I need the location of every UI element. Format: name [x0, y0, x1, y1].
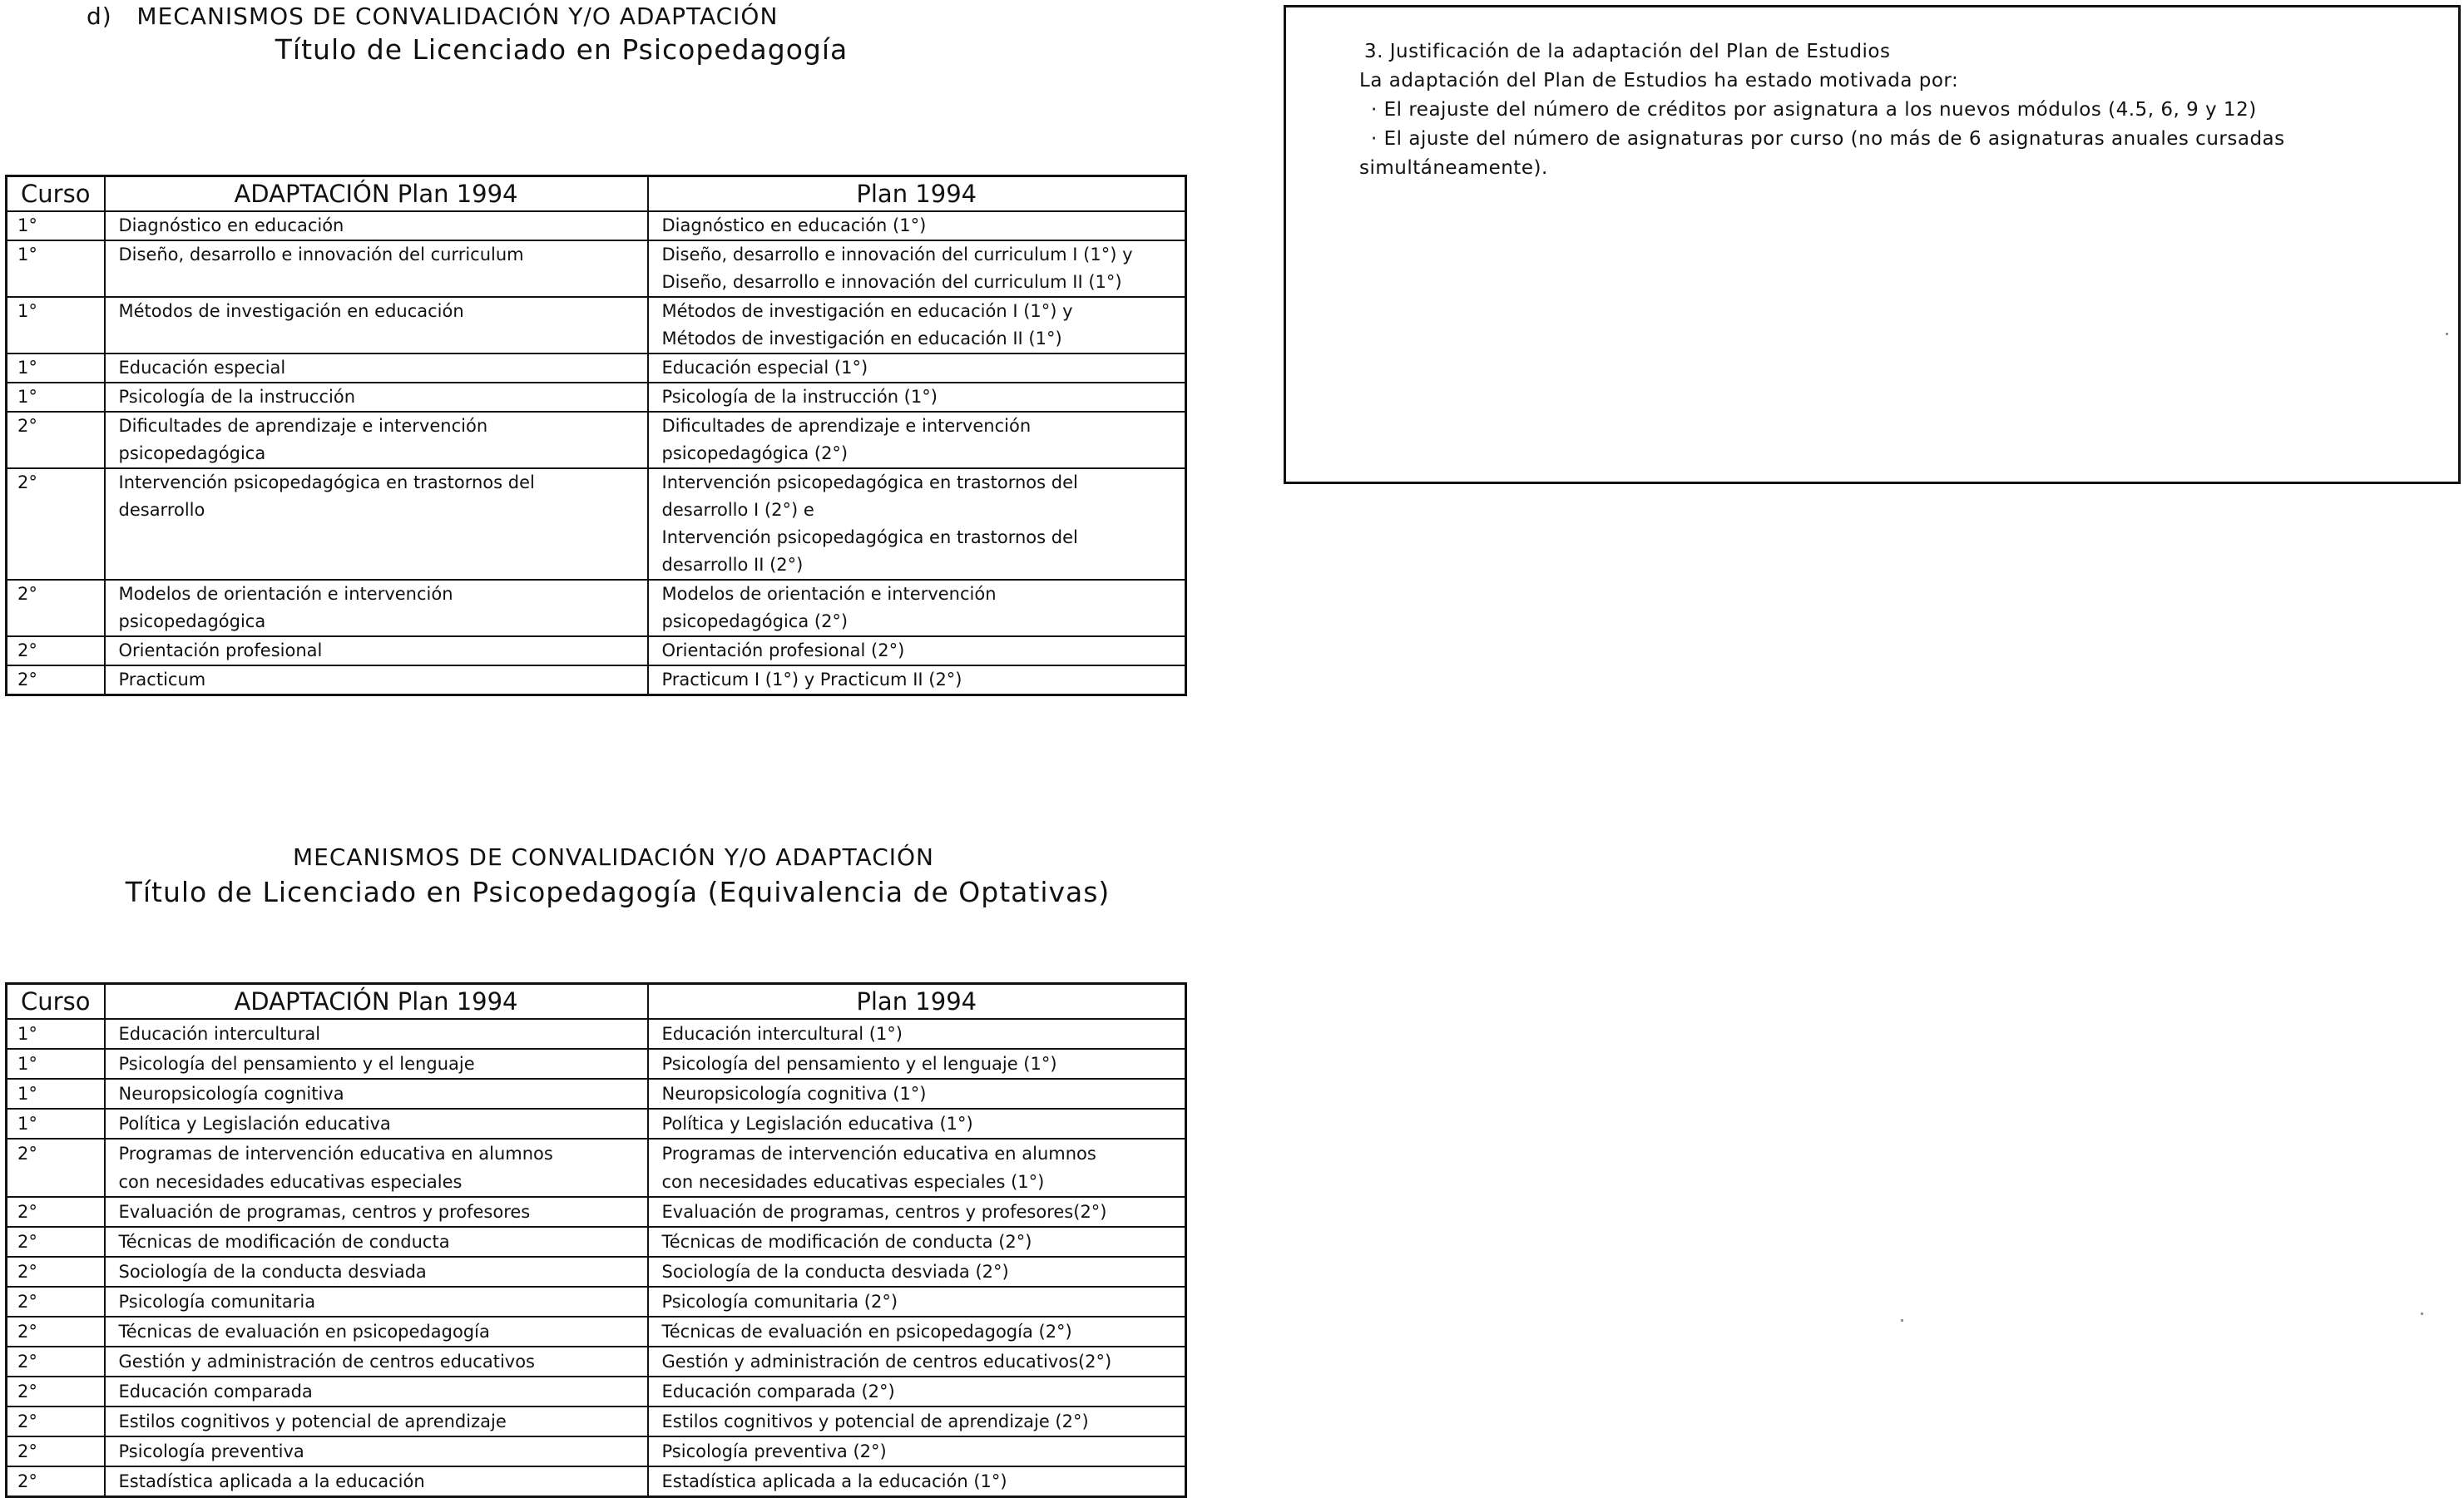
table-row	[7, 665, 1186, 695]
adaptacion-line: Programas de intervención educativa en alumnos	[118, 1144, 553, 1164]
adaptacion-line: Estadística aplicada a la educación	[118, 1471, 425, 1491]
table-row	[7, 1436, 1186, 1466]
plan-line: con necesidades educativas especiales (1°)	[661, 1172, 1045, 1192]
plan-cell	[648, 1287, 1186, 1317]
plan-line: Educación especial (1°)	[661, 358, 868, 378]
justification-title: 3. Justificación de la adaptación del Plan de Estudios	[1364, 41, 1891, 62]
table-row	[7, 1197, 1186, 1227]
adaptacion-cell	[105, 211, 648, 240]
table-row	[7, 383, 1186, 412]
plan-cell	[648, 1436, 1186, 1466]
plan-cell	[648, 1079, 1186, 1109]
curso-cell: 1°	[7, 1079, 105, 1109]
plan-cell	[648, 412, 1186, 468]
curso-cell: 2°	[7, 1197, 105, 1227]
section2-subtitle: Título de Licenciado en Psicopedagogía (Equivalencia de Optativas)	[125, 876, 1111, 908]
plan-cell	[648, 1466, 1186, 1497]
adaptacion-cell	[105, 468, 648, 580]
adaptacion-line: Educación especial	[118, 358, 286, 378]
plan-line: Estadística aplicada a la educación (1°)	[661, 1471, 1007, 1491]
table-row	[7, 468, 1186, 580]
scan-speck	[2446, 333, 2448, 335]
adaptacion-line: Psicología de la instrucción	[118, 387, 356, 407]
adaptacion-cell	[105, 1019, 648, 1049]
plan-line: Psicología del pensamiento y el lenguaje (1°)	[661, 1054, 1057, 1074]
adaptacion-line: Política y Legislación educativa	[118, 1114, 391, 1134]
plan-cell	[648, 468, 1186, 580]
plan-line: Programas de intervención educativa en alumnos	[661, 1144, 1096, 1164]
plan-cell	[648, 636, 1186, 665]
justification-bullet-2-cont: simultáneamente).	[1359, 157, 1548, 179]
adaptacion-cell	[105, 1227, 648, 1257]
adaptacion-line: Psicología comunitaria	[118, 1292, 316, 1312]
curso-cell: 2°	[7, 580, 105, 636]
section1-subtitle: Título de Licenciado en Psicopedagogía	[275, 33, 849, 66]
plan-line: psicopedagógica (2°)	[661, 443, 849, 463]
adaptacion-cell	[105, 383, 648, 412]
header-adaptacion: ADAPTACIÓN Plan 1994	[105, 984, 648, 1020]
adaptacion-line: Sociología de la conducta desviada	[118, 1262, 427, 1282]
plan-line: Técnicas de modificación de conducta (2°)	[661, 1232, 1032, 1252]
table-row	[7, 1139, 1186, 1197]
plan-cell	[648, 1019, 1186, 1049]
curso-cell: 2°	[7, 1139, 105, 1197]
adaptacion-cell	[105, 353, 648, 383]
curso-cell: 2°	[7, 1257, 105, 1287]
curso-cell: 1°	[7, 240, 105, 297]
table-row	[7, 1347, 1186, 1377]
plan-line: Practicum I (1°) y Practicum II (2°)	[661, 670, 962, 690]
plan-cell	[648, 1407, 1186, 1436]
table-row	[7, 1466, 1186, 1497]
section1-heading	[87, 2, 778, 30]
plan-cell	[648, 1109, 1186, 1139]
adaptacion-line: Estilos cognitivos y potencial de aprendizaje	[118, 1411, 507, 1431]
plan-cell	[648, 383, 1186, 412]
plan-cell	[648, 580, 1186, 636]
adaptacion-cell	[105, 240, 648, 297]
curso-cell: 1°	[7, 297, 105, 353]
adaptacion-line: Diseño, desarrollo e innovación del curriculum	[118, 245, 524, 264]
adaptation-table-1	[5, 175, 1187, 696]
table-row	[7, 1287, 1186, 1317]
justification-bullet-1: · El reajuste del número de créditos por asignatura a los nuevos módulos (4.5, 6, 9 y 12)	[1371, 99, 2257, 121]
plan-line: psicopedagógica (2°)	[661, 611, 849, 631]
adaptacion-line: Orientación profesional	[118, 640, 323, 660]
plan-line: Métodos de investigación en educación I (1°) y	[661, 301, 1073, 321]
table-row	[7, 1019, 1186, 1049]
table-row	[7, 1109, 1186, 1139]
adaptacion-line: psicopedagógica	[118, 611, 266, 631]
plan-line: Diseño, desarrollo e innovación del curriculum II (1°)	[661, 272, 1122, 292]
plan-line: Educación intercultural (1°)	[661, 1024, 903, 1044]
table-row	[7, 1049, 1186, 1079]
plan-line: Política y Legislación educativa (1°)	[661, 1114, 973, 1134]
adaptation-table-2	[5, 982, 1187, 1498]
adaptacion-cell	[105, 1466, 648, 1497]
adaptacion-line: Modelos de orientación e intervención	[118, 584, 453, 604]
curso-cell: 2°	[7, 636, 105, 665]
plan-line: Diagnóstico en educación (1°)	[661, 215, 927, 235]
table-row	[7, 1079, 1186, 1109]
table-row	[7, 353, 1186, 383]
plan-line: Psicología comunitaria (2°)	[661, 1292, 898, 1312]
scan-speck	[1901, 1319, 1903, 1322]
plan-cell	[648, 240, 1186, 297]
header-curso: Curso	[7, 984, 105, 1020]
adaptacion-line: Diagnóstico en educación	[118, 215, 344, 235]
curso-cell: 1°	[7, 211, 105, 240]
adaptacion-cell	[105, 1197, 648, 1227]
section1-heading-label: d)	[87, 2, 112, 30]
plan-line: Técnicas de evaluación en psicopedagogía (2°)	[661, 1322, 1072, 1342]
justification-box	[1284, 5, 2461, 484]
adaptacion-line: Educación comparada	[118, 1382, 313, 1402]
table-row	[7, 211, 1186, 240]
adaptacion-cell	[105, 1436, 648, 1466]
curso-cell: 2°	[7, 1287, 105, 1317]
justification-bullet-2: · El ajuste del número de asignaturas por curso (no más de 6 asignaturas anuales cursadas	[1371, 128, 2285, 150]
curso-cell: 1°	[7, 1049, 105, 1079]
section2-heading: MECANISMOS DE CONVALIDACIÓN Y/O ADAPTACIÓN	[292, 843, 934, 871]
curso-cell: 2°	[7, 665, 105, 695]
adaptacion-cell	[105, 297, 648, 353]
plan-line: Diseño, desarrollo e innovación del curriculum I (1°) y	[661, 245, 1133, 264]
plan-line: Intervención psicopedagógica en trastornos del	[661, 527, 1078, 547]
plan-cell	[648, 1347, 1186, 1377]
curso-cell: 2°	[7, 468, 105, 580]
plan-line: Estilos cognitivos y potencial de aprendizaje (2°)	[661, 1411, 1089, 1431]
table-header-row	[7, 176, 1186, 212]
header-adaptacion: ADAPTACIÓN Plan 1994	[105, 176, 648, 212]
header-plan: Plan 1994	[648, 176, 1186, 212]
plan-line: Educación comparada (2°)	[661, 1382, 895, 1402]
header-plan: Plan 1994	[648, 984, 1186, 1020]
plan-line: Intervención psicopedagógica en trastornos del	[661, 472, 1078, 492]
adaptacion-line: Intervención psicopedagógica en trastornos del	[118, 472, 535, 492]
justification-intro: La adaptación del Plan de Estudios ha estado motivada por:	[1359, 70, 1959, 91]
plan-line: Sociología de la conducta desviada (2°)	[661, 1262, 1009, 1282]
curso-cell: 2°	[7, 1436, 105, 1466]
plan-line: Gestión y administración de centros educativos(2°)	[661, 1352, 1112, 1372]
table-row	[7, 1227, 1186, 1257]
plan-cell	[648, 1227, 1186, 1257]
curso-cell: 2°	[7, 1347, 105, 1377]
curso-cell: 1°	[7, 1019, 105, 1049]
curso-cell: 2°	[7, 412, 105, 468]
plan-line: Modelos de orientación e intervención	[661, 584, 997, 604]
table-row	[7, 412, 1186, 468]
curso-cell: 1°	[7, 1109, 105, 1139]
table-row	[7, 636, 1186, 665]
table-row	[7, 1257, 1186, 1287]
adaptacion-cell	[105, 1257, 648, 1287]
adaptacion-line: Psicología preventiva	[118, 1441, 304, 1461]
table-row	[7, 1407, 1186, 1436]
plan-cell	[648, 211, 1186, 240]
curso-cell: 2°	[7, 1317, 105, 1347]
adaptacion-line: desarrollo	[118, 500, 205, 520]
plan-line: desarrollo II (2°)	[661, 555, 804, 575]
adaptacion-line: Evaluación de programas, centros y profesores	[118, 1202, 531, 1222]
adaptacion-line: Técnicas de evaluación en psicopedagogía	[118, 1322, 490, 1342]
plan-line: Dificultades de aprendizaje e intervención	[661, 416, 1032, 436]
adaptacion-cell	[105, 580, 648, 636]
table-row	[7, 1377, 1186, 1407]
adaptacion-line: con necesidades educativas especiales	[118, 1172, 463, 1192]
plan-cell	[648, 297, 1186, 353]
adaptacion-cell	[105, 1347, 648, 1377]
adaptacion-line: Gestión y administración de centros educativos	[118, 1352, 535, 1372]
adaptacion-line: Técnicas de modificación de conducta	[118, 1232, 450, 1252]
header-curso: Curso	[7, 176, 105, 212]
plan-cell	[648, 1139, 1186, 1197]
plan-cell	[648, 353, 1186, 383]
adaptacion-cell	[105, 1317, 648, 1347]
adaptacion-cell	[105, 665, 648, 695]
table-row	[7, 1317, 1186, 1347]
plan-cell	[648, 1377, 1186, 1407]
plan-line: Métodos de investigación en educación II (1°)	[661, 329, 1062, 349]
plan-line: Neuropsicología cognitiva (1°)	[661, 1084, 927, 1104]
curso-cell: 2°	[7, 1407, 105, 1436]
plan-line: Evaluación de programas, centros y profesores(2°)	[661, 1202, 1107, 1222]
plan-line: Psicología preventiva (2°)	[661, 1441, 887, 1461]
plan-cell	[648, 665, 1186, 695]
adaptacion-cell	[105, 412, 648, 468]
adaptacion-line: Psicología del pensamiento y el lenguaje	[118, 1054, 475, 1074]
section1-heading-text: MECANISMOS DE CONVALIDACIÓN Y/O ADAPTACIÓN	[136, 2, 779, 30]
curso-cell: 1°	[7, 353, 105, 383]
adaptacion-line: Neuropsicología cognitiva	[118, 1084, 344, 1104]
scan-speck	[2421, 1313, 2423, 1315]
adaptacion-line: psicopedagógica	[118, 443, 266, 463]
adaptacion-cell	[105, 1407, 648, 1436]
adaptacion-cell	[105, 1287, 648, 1317]
adaptacion-line: Educación intercultural	[118, 1024, 321, 1044]
plan-cell	[648, 1197, 1186, 1227]
table-row	[7, 240, 1186, 297]
plan-cell	[648, 1257, 1186, 1287]
plan-cell	[648, 1317, 1186, 1347]
adaptacion-cell	[105, 1049, 648, 1079]
adaptacion-cell	[105, 1079, 648, 1109]
adaptacion-cell	[105, 1377, 648, 1407]
curso-cell: 2°	[7, 1227, 105, 1257]
plan-cell	[648, 1049, 1186, 1079]
plan-line: desarrollo I (2°) e	[661, 500, 814, 520]
adaptacion-line: Practicum	[118, 670, 206, 690]
adaptacion-cell	[105, 1139, 648, 1197]
adaptacion-cell	[105, 1109, 648, 1139]
table-row	[7, 297, 1186, 353]
curso-cell: 2°	[7, 1377, 105, 1407]
table-row	[7, 580, 1186, 636]
plan-line: Psicología de la instrucción (1°)	[661, 387, 938, 407]
adaptacion-line: Métodos de investigación en educación	[118, 301, 464, 321]
curso-cell: 2°	[7, 1466, 105, 1497]
plan-line: Orientación profesional (2°)	[661, 640, 905, 660]
adaptacion-line: Dificultades de aprendizaje e intervención	[118, 416, 488, 436]
table-header-row	[7, 984, 1186, 1020]
adaptacion-cell	[105, 636, 648, 665]
curso-cell: 1°	[7, 383, 105, 412]
